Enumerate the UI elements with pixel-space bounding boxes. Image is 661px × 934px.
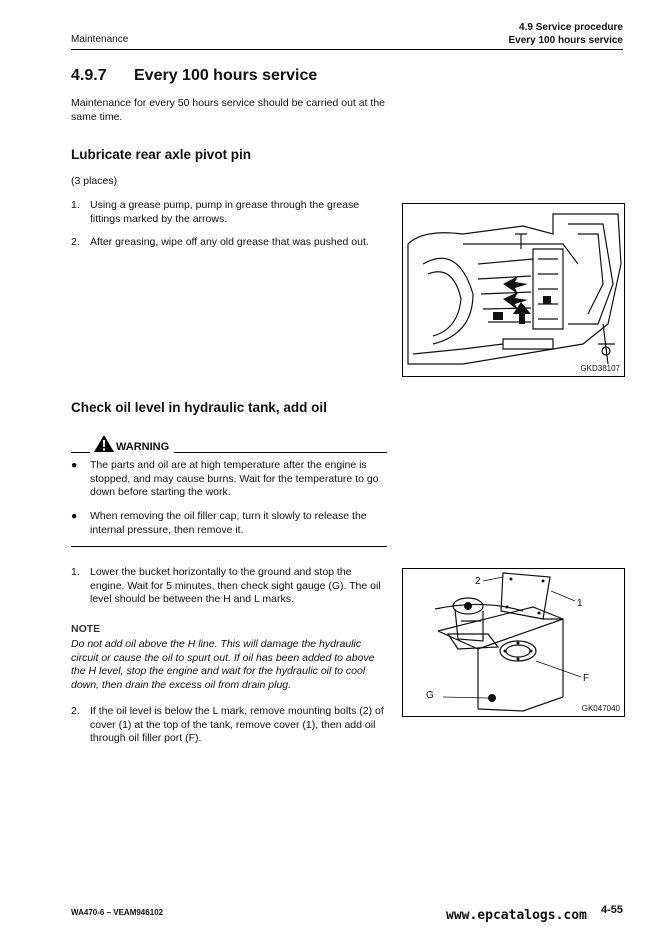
header-rule (71, 49, 623, 50)
figure-code: GK047040 (581, 704, 620, 713)
step-number: 2. (71, 236, 80, 248)
lubricate-heading: Lubricate rear axle pivot pin (71, 147, 252, 162)
intro-paragraph: Maintenance for every 50 hours service should be carried out at the same time. (71, 97, 386, 123)
callout-G: G (426, 690, 434, 701)
lubricate-step-1 (71, 199, 391, 227)
header-chapter-line2: Every 100 hours service (508, 35, 623, 46)
step-number: 1. (71, 199, 80, 211)
warning-triangle-icon (93, 434, 115, 453)
warning-rule-bottom (71, 546, 387, 547)
oil-step-2 (71, 705, 391, 747)
figure-hydraulic-tank (402, 568, 625, 717)
header-section: Maintenance (71, 34, 129, 45)
step-text: After greasing, wipe off any old grease that was pushed out. (90, 236, 369, 248)
rear-axle-illustration (403, 204, 624, 376)
hydraulic-tank-illustration (403, 569, 624, 716)
warning-text: The parts and oil are at high temperature after the engine is stopped, and may cause burns. Wait for the temperature to go down before starting the work. (90, 459, 379, 498)
warning-rule-right (174, 452, 387, 453)
figure-code: GKD38107 (580, 364, 620, 373)
note-heading: NOTE (71, 623, 101, 635)
callout-1: 1 (577, 598, 583, 609)
warning-item (71, 459, 391, 501)
header-chapter-line1: 4.9 Service procedure (519, 22, 623, 33)
callout-2: 2 (475, 576, 481, 587)
header-chapter (508, 21, 623, 47)
lubricate-places: (3 places) (71, 175, 118, 187)
warning-item (71, 510, 391, 538)
figure-rear-axle (402, 203, 625, 377)
section-title: Every 100 hours service (134, 67, 318, 84)
watermark: www.epcatalogs.com (446, 908, 587, 923)
warning-text: When removing the oil filler cap, turn it slowly to release the internal pressure, then remove it. (90, 510, 367, 536)
lubricate-step-2 (71, 236, 391, 252)
page-number: 4-55 (600, 904, 623, 916)
step-text: If the oil level is below the L mark, remove mounting bolts (2) of cover (1) at the top of the tank, remove cover (1), then add oil through oil filler port (F). (90, 705, 384, 744)
step-number: 1. (71, 566, 80, 578)
bullet-icon: ● (71, 510, 78, 522)
note-body: Do not add oil above the H line. This will damage the hydraulic circuit or cause the oil to spurt out. If oil has been added to above the H level, stop the engine and wait for the hydraulic oil to cool down, then drain the excess oil from drain plug. (71, 638, 375, 691)
step-text: Using a grease pump, pump in grease through the grease fittings marked by the arrows. (90, 199, 360, 225)
section-number: 4.9.7 (71, 67, 107, 84)
warning-rule-left (71, 452, 90, 453)
warning-label: WARNING (116, 441, 170, 453)
callout-F: F (583, 673, 590, 684)
bullet-icon: ● (71, 459, 78, 471)
oil-step-1 (71, 566, 391, 608)
step-number: 2. (71, 705, 80, 717)
step-text: Lower the bucket horizontally to the ground and stop the engine. Wait for 5 minutes, then check sight gauge (G). The oil level should be between the H and L marks. (90, 566, 381, 605)
footer-model: WA470-6 – VEAM946102 (71, 908, 164, 917)
oil-heading: Check oil level in hydraulic tank, add oil (71, 400, 327, 415)
